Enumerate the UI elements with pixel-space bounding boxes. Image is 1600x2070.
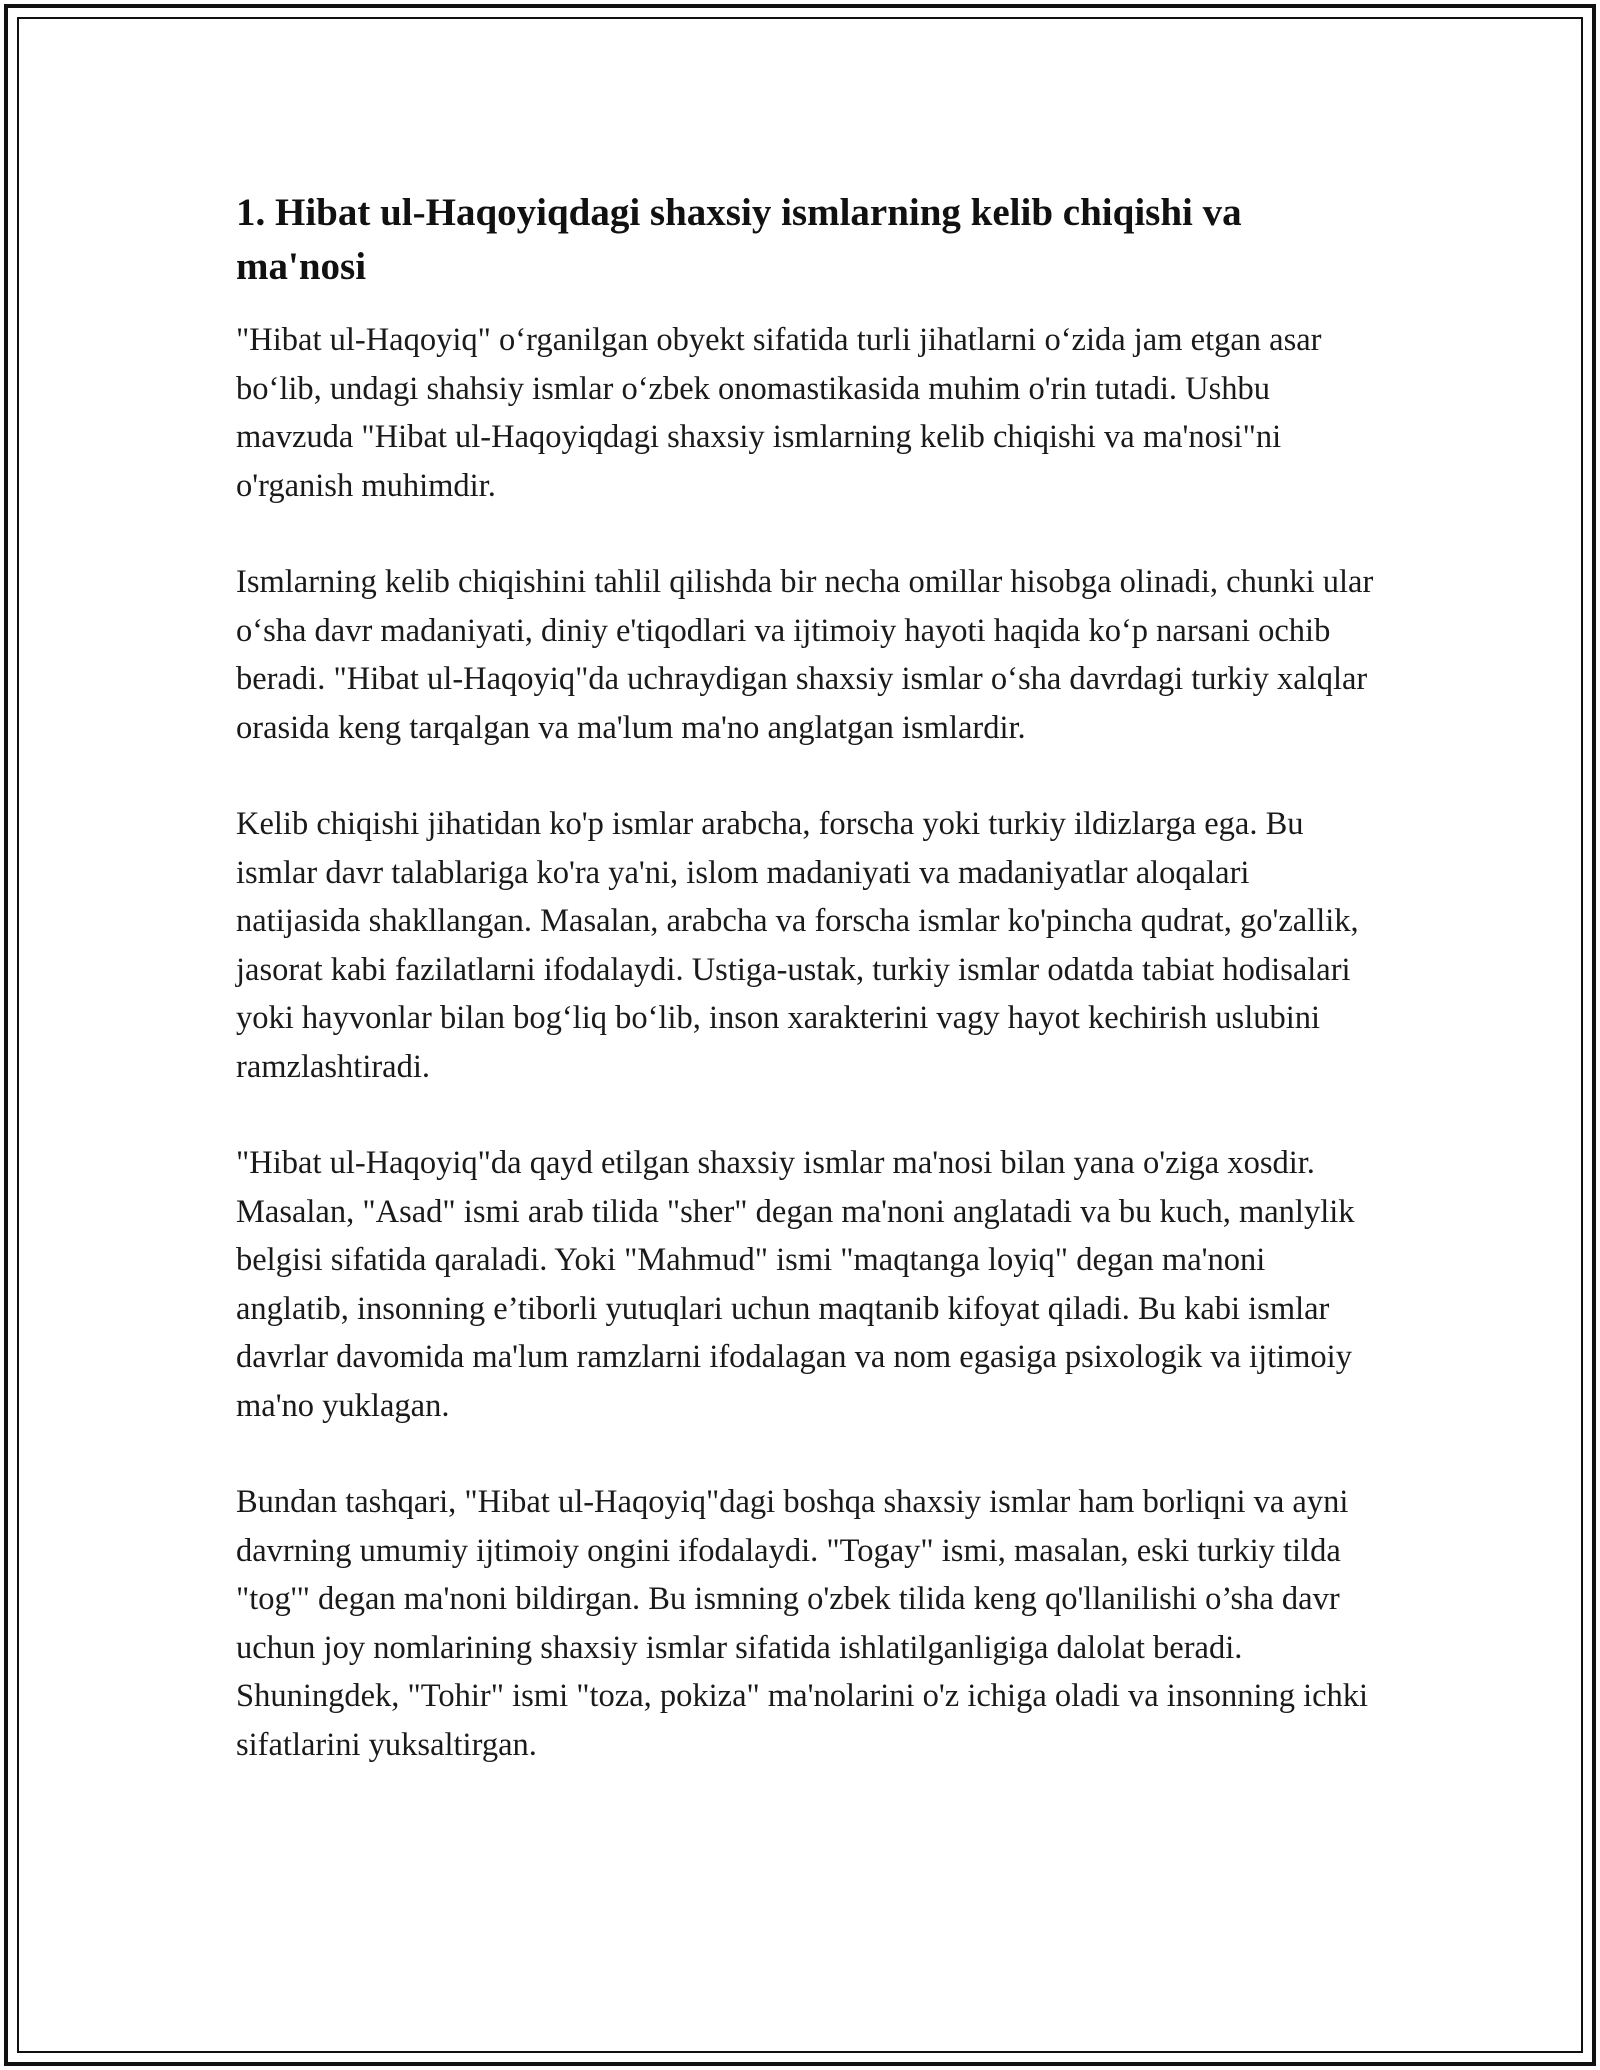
document-body <box>236 186 1376 1769</box>
paragraph-1: "Hibat ul-Haqoyiq" o‘rganilgan obyekt sifatida turli jihatlarni o‘zida jam etgan asar bo‘lib, undagi shahsiy ismlar o‘zbek onomastikasida muhim o'rin tutadi. Ushbu mavzuda "Hibat ul-Haqoyiqdagi shaxsiy ismlarning kelib chiqishi va ma'nosi"ni o'rganish muhimdir. <box>236 322 1322 504</box>
paragraph-5: Bundan tashqari, "Hibat ul-Haqoyiq"dagi boshqa shaxsiy ismlar ham borliqni va ayni davrning umumiy ijtimoiy ongini ifodalaydi. "Togay" ismi, masalan, eski turkiy tilda "tog'" degan ma'noni bildirgan. Bu ismning o'zbek tilida keng qo'llanilishi o’sha davr uchun joy nomlarining shaxsiy ismlar sifatida ishlatilganligiga dalolat beradi. Shuningdek, "Tohir" ismi "toza, pokiza" ma'nolarini o'z ichiga oladi va insonning ichki sifatlarini yuksaltirgan. <box>236 1484 1369 1763</box>
section-heading: 1. Hibat ul-Haqoyiqdagi shaxsiy ismlarning kelib chiqishi va ma'nosi <box>236 191 1242 288</box>
paragraph-4: "Hibat ul-Haqoyiq"da qayd etilgan shaxsiy ismlar ma'nosi bilan yana o'ziga xosdir. Masalan, "Asad" ismi arab tilida "sher" degan ma'noni anglatadi va bu kuch, manlylik belgisi sifatida qaraladi. Yoki "Mahmud" ismi "maqtanga loyiq" degan ma'noni anglatib, insonning e’tiborli yutuqlari uchun maqtanib kifoyat qiladi. Bu kabi ismlar davrlar davomida ma'lum ramzlarni ifodalagan va nom egasiga psixologik va ijtimoiy ma'no yuklagan. <box>236 1145 1355 1424</box>
paragraph-3: Kelib chiqishi jihatidan ko'p ismlar arabcha, forscha yoki turkiy ildizlarga ega. Bu ismlar davr talablariga ko'ra ya'ni, islom madaniyati va madaniyatlar aloqalari natijasida shakllangan. Masalan, arabcha va forscha ismlar ko'pincha qudrat, go'zallik, jasorat kabi fazilatlarni ifodalaydi. Ustiga-ustak, turkiy ismlar odatda tabiat hodisalari yoki hayvonlar bilan bog‘liq bo‘lib, inson xarakterini vagy hayot kechirish uslubini ramzlashtiradi. <box>236 806 1359 1085</box>
paragraph-2: Ismlarning kelib chiqishini tahlil qilishda bir necha omillar hisobga olinadi, chunki ular o‘sha davr madaniyati, diniy e'tiqodlari va ijtimoiy hayoti haqida ko‘p narsani ochib beradi. "Hibat ul-Haqoyiq"da uchraydigan shaxsiy ismlar o‘sha davrdagi turkiy xalqlar orasida keng tarqalgan va ma'lum ma'no anglatgan ismlardir. <box>236 564 1374 746</box>
